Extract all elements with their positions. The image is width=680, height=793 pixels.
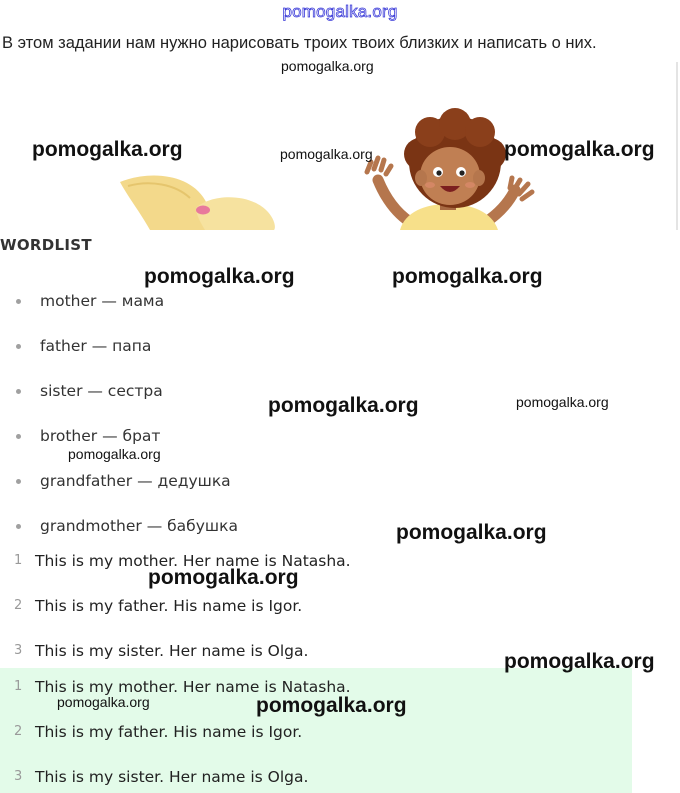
list-item — [0, 466, 238, 511]
answer-number: 2 — [14, 724, 23, 739]
highlighted-answer-list — [0, 668, 632, 793]
content-divider — [676, 62, 678, 230]
bullet-icon — [16, 524, 21, 529]
answer-number: 1 — [14, 553, 23, 568]
answer-text: This is my father. His name is Igor. — [35, 597, 303, 615]
site-watermark: pomogalka.org — [282, 2, 398, 21]
vocab-entry: brother — брат — [40, 427, 161, 445]
bullet-icon — [16, 344, 21, 349]
watermark: pomogalka.org — [392, 265, 543, 288]
answer-row — [0, 546, 632, 591]
answer-text: This is my father. His name is Igor. — [35, 723, 303, 741]
list-item — [0, 286, 238, 331]
vocab-entry: sister — сестра — [40, 382, 163, 400]
watermark: pomogalka.org — [256, 694, 407, 717]
vocab-entry: father — папа — [40, 337, 152, 355]
answer-row — [0, 717, 632, 762]
answer-text: This is my sister. Her name is Olga. — [35, 642, 309, 660]
bullet-icon — [16, 434, 21, 439]
watermark: pomogalka.org — [148, 566, 299, 589]
wordlist-heading: WORDLIST — [0, 236, 92, 254]
bullet-icon — [16, 389, 21, 394]
answer-number: 1 — [14, 679, 23, 694]
vocab-entry: mother — мама — [40, 292, 165, 310]
watermark: pomogalka.org — [396, 521, 547, 544]
bullet-icon — [16, 479, 21, 484]
watermark: pomogalka.org — [516, 394, 609, 410]
list-item — [0, 331, 238, 376]
girl-hair-illustration — [120, 176, 275, 230]
answer-row — [0, 591, 632, 636]
task-intro: В этом задании нам нужно нарисовать троих твоих близких и написать о них. — [2, 34, 597, 52]
watermark: pomogalka.org — [144, 265, 295, 288]
answer-number: 2 — [14, 598, 23, 613]
boy-illustration — [367, 108, 532, 230]
answer-row — [0, 762, 632, 793]
answer-number: 3 — [14, 769, 23, 784]
list-item — [0, 376, 238, 421]
bullet-icon — [16, 299, 21, 304]
watermark: pomogalka.org — [504, 138, 655, 161]
answer-text: This is my mother. Her name is Natasha. — [35, 678, 351, 696]
answer-text: This is my mother. Her name is Natasha. — [35, 552, 351, 570]
watermark: pomogalka.org — [280, 146, 373, 162]
wordlist — [0, 286, 238, 556]
answer-text: This is my sister. Her name is Olga. — [35, 768, 309, 786]
watermark: pomogalka.org — [281, 58, 374, 74]
vocab-entry: grandmother — бабушка — [40, 517, 238, 535]
watermark: pomogalka.org — [57, 694, 150, 710]
watermark: pomogalka.org — [68, 446, 161, 462]
vocab-entry: grandfather — дедушка — [40, 472, 231, 490]
watermark: pomogalka.org — [268, 394, 419, 417]
watermark: pomogalka.org — [32, 138, 183, 161]
watermark: pomogalka.org — [504, 650, 655, 673]
answer-number: 3 — [14, 643, 23, 658]
